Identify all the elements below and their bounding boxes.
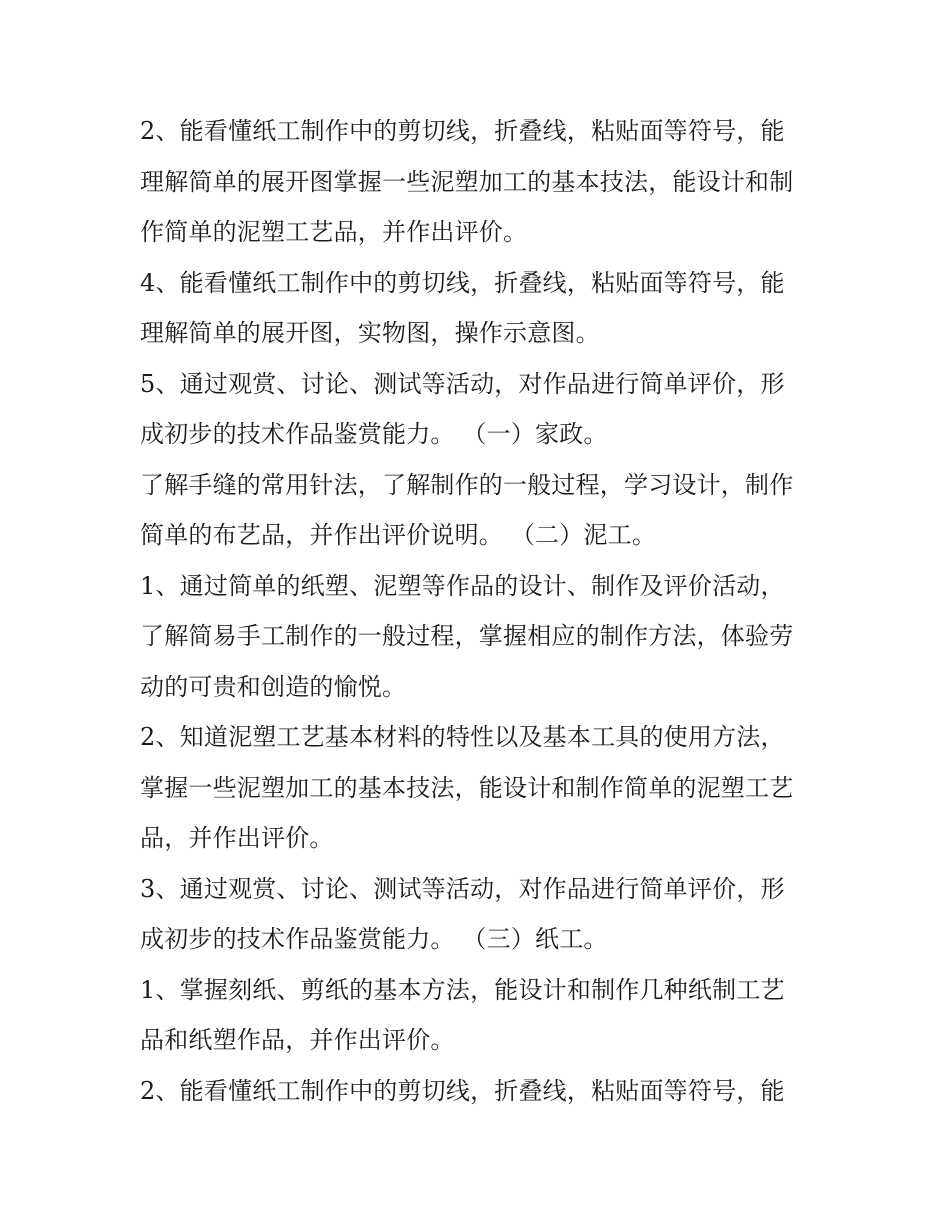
text-line: 品和纸塑作品，并作出评价。 xyxy=(140,1026,455,1054)
text-line: 1、掌握刻纸、剪纸的基本方法，能设计和制作几种纸制工艺 xyxy=(140,975,785,1004)
text-line: 动的可贵和创造的愉悦。 xyxy=(140,672,407,701)
text-line: 2、知道泥塑工艺基本材料的特性以及基本工具的使用方法， xyxy=(140,723,785,751)
text-line: 理解简单的展开图掌握一些泥塑加工的基本技法，能设计和制 xyxy=(140,167,794,196)
text-line: 作简单的泥塑工艺品，并作出评价。 xyxy=(140,218,528,246)
text-line: 成初步的技术作品鉴赏能力。 （一）家政。 xyxy=(140,420,608,448)
text-line: 1、通过简单的纸塑、泥塑等作品的设计、制作及评价活动， xyxy=(140,571,785,600)
text-line: 品，并作出评价。 xyxy=(140,824,334,852)
text-line: 2、能看懂纸工制作中的剪切线，折叠线，粘贴面等符号，能 xyxy=(140,1076,785,1105)
text-line: 掌握一些泥塑加工的基本技法，能设计和制作简单的泥塑工艺 xyxy=(140,773,794,802)
text-line: 2、能看懂纸工制作中的剪切线，折叠线，粘贴面等符号，能 xyxy=(140,117,785,145)
body-text xyxy=(140,106,830,1116)
text-line: 成初步的技术作品鉴赏能力。 （三）纸工。 xyxy=(140,925,608,953)
text-line: 3、通过观赏、讨论、测试等活动，对作品进行简单评价，形 xyxy=(140,874,785,903)
text-line: 5、通过观赏、讨论、测试等活动，对作品进行简单评价，形 xyxy=(140,369,785,398)
text-line: 简单的布艺品，并作出评价说明。 （二）泥工。 xyxy=(140,521,657,549)
text-line: 了解手缝的常用针法，了解制作的一般过程，学习设计，制作 xyxy=(140,470,794,499)
text-line: 了解简易手工制作的一般过程，掌握相应的制作方法，体验劳 xyxy=(140,622,794,650)
text-line: 4、能看懂纸工制作中的剪切线，折叠线，粘贴面等符号，能 xyxy=(140,268,785,297)
text-line: 理解简单的展开图，实物图，操作示意图。 xyxy=(140,319,600,347)
